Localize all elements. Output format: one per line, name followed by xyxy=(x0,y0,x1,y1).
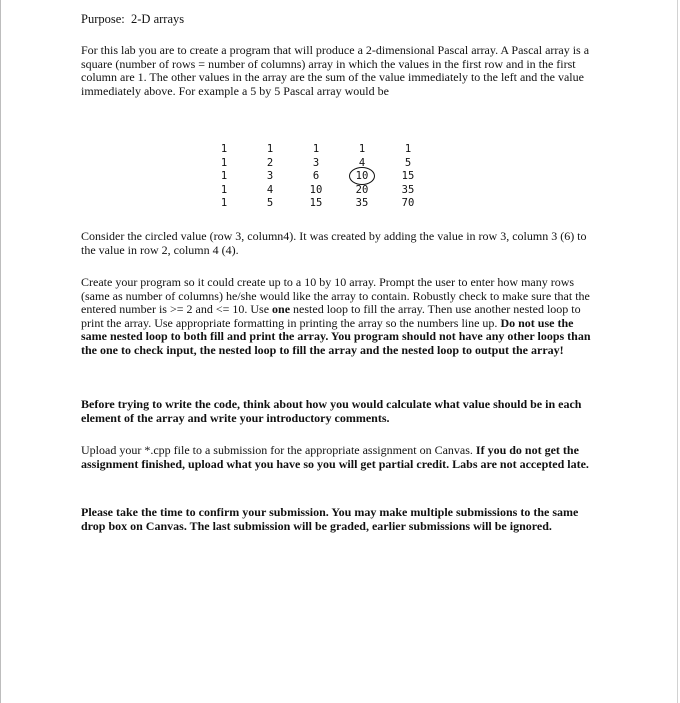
create-bold-one: one xyxy=(272,302,291,317)
circled-cell xyxy=(339,170,385,184)
table-cell: 3 xyxy=(266,170,274,182)
confirm-paragraph: Please take the time to confirm your submission. You may make multiple submissions to the same drop box on Canvas. The last submission will be graded, earlier submissions will be ignored. xyxy=(81,505,579,533)
table-cell: 5 xyxy=(404,156,412,169)
table-cell: 1 xyxy=(312,143,320,155)
before-paragraph: Before trying to write the code, think about how you would calculate what value should be in each element of the array and write your introductory comments. xyxy=(81,397,582,425)
table-cell: 1 xyxy=(266,143,274,155)
create-text: Create your program so it could create up to a 10 by 10 array. Prompt the user to enter how many rows (same as number of columns) he/she would like the array to contain. Robustly check to make sure that the entered number is >= 2 and <= 10. Use xyxy=(81,275,590,317)
table-row xyxy=(201,157,431,171)
intro-paragraph: For this lab you are to create a program that will produce a 2-dimensional Pascal array. A Pascal array is a square (number of rows = number of columns) array in which the values in the first row and in the first column are 1. The other values in the array are the sum of the value immediately to the left and the value immediately above. For example a 5 by 5 Pascal array would be xyxy=(81,43,590,98)
table-row xyxy=(201,170,431,184)
pascal-table xyxy=(201,143,431,211)
table-cell: 1 xyxy=(220,143,228,155)
circle-mark xyxy=(349,167,375,185)
table-cell: 35 xyxy=(355,197,369,209)
table-row xyxy=(201,184,431,198)
table-cell: 3 xyxy=(312,156,320,169)
table-cell: 1 xyxy=(220,170,228,182)
table-cell: 1 xyxy=(404,143,412,155)
upload-text: Upload your *.cpp file to a submission for the appropriate assignment on Canvas. xyxy=(81,443,476,457)
table-row xyxy=(201,197,431,211)
table-cell: 4 xyxy=(266,183,274,196)
table-cell: 35 xyxy=(401,183,415,196)
table-cell: 20 xyxy=(355,183,369,196)
table-cell: 4 xyxy=(358,156,366,169)
consider-paragraph: Consider the circled value (row 3, column4). It was created by adding the value in row 3, column 3 (6) to the value in row 2, column 4 (4). xyxy=(81,229,587,257)
upload-bold: If you do not get the assignment finished, upload what you have so you will get partial credit. Labs are not accepted late. xyxy=(81,443,589,471)
create-bold-tail: Do not use the same nested loop to both fill and print the array. You program should not have any other loops than the one to check input, the nested loop to fill the array and the nested loop to output the array! xyxy=(81,315,591,357)
page-left-edge xyxy=(0,0,1,703)
document-title: Purpose: 2-D arrays xyxy=(81,12,185,26)
table-cell: 1 xyxy=(220,183,228,196)
upload-paragraph xyxy=(81,444,601,471)
create-text-2: nested loop to fill the array. Then use another nested loop to print the array. Use appropriate formatting in printing the array so the numbers line up. xyxy=(81,302,581,330)
circled-value: 10 xyxy=(355,170,369,182)
page-right-edge xyxy=(677,0,678,703)
table-cell: 6 xyxy=(312,170,320,182)
table-cell: 15 xyxy=(309,197,323,209)
table-cell: 2 xyxy=(266,156,274,169)
table-cell: 15 xyxy=(401,170,415,182)
create-paragraph xyxy=(81,276,601,358)
table-cell: 10 xyxy=(309,183,323,196)
table-cell: 5 xyxy=(266,197,274,209)
table-cell: 1 xyxy=(358,143,366,155)
table-row xyxy=(201,143,431,157)
table-cell: 1 xyxy=(220,156,228,169)
table-cell: 70 xyxy=(401,197,415,209)
table-cell: 1 xyxy=(220,197,228,209)
